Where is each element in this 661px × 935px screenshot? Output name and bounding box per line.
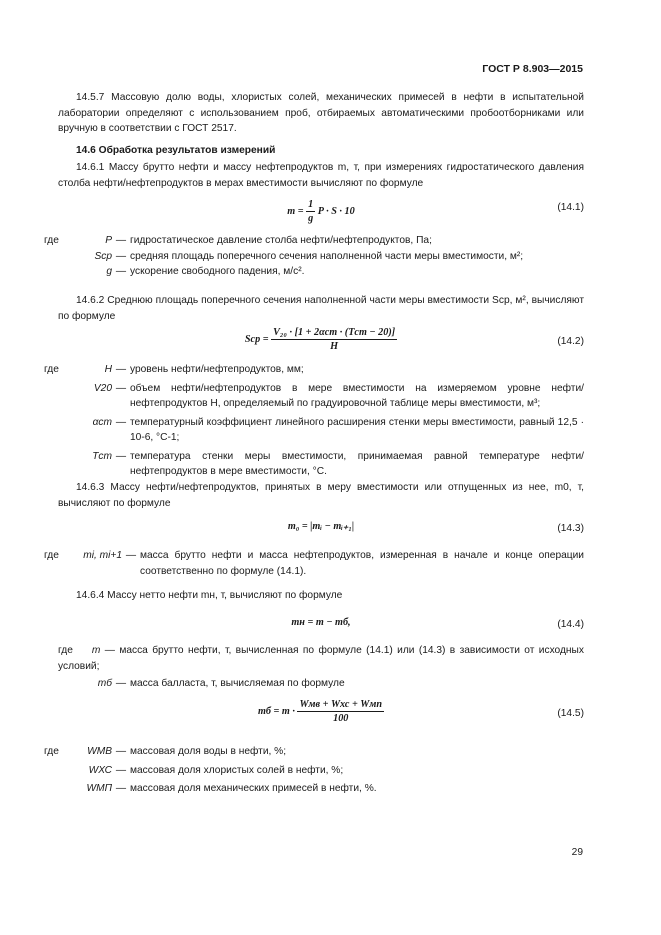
symbol: WМВ — [87, 746, 112, 757]
where-label: где — [44, 746, 59, 757]
definition-text: температурный коэффициент линейного расширения стенки меры вместимости, равный 12,5 · 10-6, °С-1; — [130, 416, 584, 443]
formula-14-5-denominator: 100 — [333, 713, 349, 724]
formula-14-5-expression — [58, 698, 584, 725]
definitions-14-5 — [44, 744, 584, 797]
formula-14-1-expression — [58, 198, 584, 225]
formula-14-5-numerator: Wмв + Wхс + Wмп — [299, 699, 382, 710]
definition-text: массовая доля воды в нефти, %; — [130, 746, 287, 757]
formula-number-14-2: (14.2) — [557, 336, 584, 347]
page-number: 29 — [571, 847, 583, 858]
symbol: mi, mi+1 — [83, 550, 122, 561]
definition-text: температура стенки меры вместимости, принимаемая равной температуре нефти/нефтепродуктов в мере вместимости, °С. — [130, 450, 584, 477]
definitions-14-2 — [44, 362, 584, 480]
symbol: V20 — [93, 382, 112, 394]
definition-m: где m — масса брутто нефти, т, вычисленная по формуле (14.1) или (14.3) в зависимости от исходных условий; — [58, 645, 584, 672]
symbol: Tст — [92, 450, 112, 462]
formula-14-1-denominator: g — [308, 213, 314, 224]
formula-14-1-fraction — [306, 198, 315, 225]
definition-text: масса балласта, т, вычисляемая по формуле — [130, 678, 345, 689]
paragraph-14-6-3: 14.6.3 Массу нефти/нефтепродуктов, принятых в меру вместимости или отпущенных из нее, m0, т, вычисляют по формуле — [58, 482, 584, 509]
definition-text: уровень нефти/нефтепродуктов, мм; — [130, 364, 304, 375]
symbol: H — [104, 364, 112, 375]
formula-14-5 — [58, 698, 584, 730]
definition-row: где WМВ — массовая доля воды в нефти, %; — [44, 744, 584, 760]
paragraph-14-6-2: 14.6.2 Среднюю площадь поперечного сечения наполненной части меры вместимости Sср, м², вычисляют по формуле — [58, 295, 584, 322]
symbol: WХС — [88, 764, 112, 776]
definition-row: Tст — температура стенки меры вместимости, принимаемая равной температуре нефти/нефтепродуктов в мере вместимости, °С. — [44, 449, 584, 480]
symbol: g — [106, 266, 112, 277]
paragraph-14-6-1: 14.6.1 Массу брутто нефти и массу нефтепродуктов m, т, при измерениях гидростатического давления столба нефти/нефтепродуктов в мерах вместимости вычисляют по формуле — [58, 162, 584, 189]
symbol: mб — [97, 678, 112, 689]
definition-text: ускорение свободного падения, м/с². — [130, 266, 305, 277]
formula-14-2 — [58, 326, 584, 358]
formula-14-1 — [58, 198, 584, 230]
definition-text: массовая доля механических примесей в нефти, %. — [130, 783, 377, 794]
definition-mb — [44, 676, 584, 692]
symbol: P — [105, 235, 112, 246]
definition-text: средняя площадь поперечного сечения наполненной части меры вместимости, м²; — [130, 250, 524, 262]
formula-number-14-4: (14.4) — [557, 619, 584, 630]
formula-number-14-5: (14.5) — [557, 708, 584, 719]
definition-row: g — ускорение свободного падения, м/с². — [44, 264, 584, 280]
formula-14-1-numerator: 1 — [308, 199, 314, 210]
paragraph-14-6-4: 14.6.4 Массу нетто нефти mн, т, вычисляют по формуле — [76, 590, 343, 601]
definition-row: WХС — массовая доля хлористых солей в нефти, %; — [44, 763, 584, 779]
definition-row: V20 — объем нефти/нефтепродуктов в мере вместимости на измеряемом уровне нефти/нефтепродуктов H, определяемый по градуировочной таблице меры вместимости, м³; — [44, 381, 584, 412]
definition-row: где H — уровень нефти/нефтепродуктов, мм; — [44, 362, 584, 378]
formula-14-5-lhs: mб = m · — [258, 705, 295, 717]
definition-row: Sср — средняя площадь поперечного сечения наполненной части меры вместимости, м²; — [44, 249, 584, 265]
formula-14-3-expression: m₀ = |mᵢ − mᵢ₊₁| — [287, 521, 355, 532]
definitions-14-1 — [44, 233, 584, 280]
where-label: где — [44, 550, 59, 561]
formula-number-14-1: (14.1) — [557, 202, 584, 213]
formula-14-1-lhs: m = — [287, 205, 307, 217]
definition-text: масса брутто нефти и масса нефтепродуктов, измеренная в начале и конце операции соответственно по формуле (14.1). — [140, 550, 584, 577]
where-label: где — [44, 235, 59, 246]
definition-text: объем нефти/нефтепродуктов в мере вместимости на измеряемом уровне нефти/нефтепродуктов H, определяемый по градуировочной таблице меры вместимости, м³; — [130, 382, 584, 409]
definition-row: WМП — массовая доля механических примесей в нефти, %. — [44, 781, 584, 797]
formula-number-14-3: (14.3) — [557, 523, 584, 534]
section-heading-14-6: 14.6 Обработка результатов измерений — [76, 145, 276, 156]
formula-14-2-expression — [58, 326, 584, 353]
definition-text: гидростатическое давление столба нефти/нефтепродуктов, Па; — [130, 235, 432, 246]
symbol: αст — [92, 416, 112, 428]
formula-14-4-expression: mн = m − mб, — [291, 617, 351, 628]
formula-14-5-fraction — [297, 698, 384, 725]
definition-row: где P — гидростатическое давление столба нефти/нефтепродуктов, Па; — [44, 233, 584, 249]
definition-text: массовая доля хлористых солей в нефти, %; — [130, 764, 344, 776]
definition-row: αст — температурный коэффициент линейного расширения стенки меры вместимости, равный 12,5 · 10-6, °С-1; — [44, 415, 584, 446]
definitions-14-3 — [44, 548, 584, 579]
formula-14-3 — [58, 519, 584, 551]
standard-header: ГОСТ Р 8.903—2015 — [482, 63, 583, 75]
symbol: m — [91, 645, 101, 656]
formula-14-2-numerator: V₂₀ · [1 + 2αст · (Tст − 20)] — [273, 327, 396, 338]
formula-14-2-lhs: Sср = — [244, 333, 272, 345]
definition-text: масса брутто нефти, т, вычисленная по формуле (14.1) или (14.3) в зависимости от исходных условий; — [58, 645, 584, 672]
symbol: WМП — [86, 783, 112, 794]
formula-14-1-rhs: P · S · 10 — [317, 205, 355, 217]
paragraph-14-5-7: 14.5.7 Массовую долю воды, хлористых солей, механических примесей в нефти в испытательной лаборатории определяют с использованием проб, отбираемых автоматическими пробоотборниками или вручную в соответствии с ГОСТ 2517. — [58, 92, 584, 134]
definition-row: где mi, mi+1 — масса брутто нефти и масса нефтепродуктов, измеренная в начале и конце операции соответственно по формуле (14.1). — [44, 548, 584, 579]
formula-14-2-fraction — [271, 326, 397, 353]
definition-row: mб — масса балласта, т, вычисляемая по формуле — [44, 676, 584, 692]
where-label: где — [44, 364, 59, 375]
symbol: Sср — [94, 250, 112, 262]
formula-14-2-denominator: H — [330, 341, 339, 352]
